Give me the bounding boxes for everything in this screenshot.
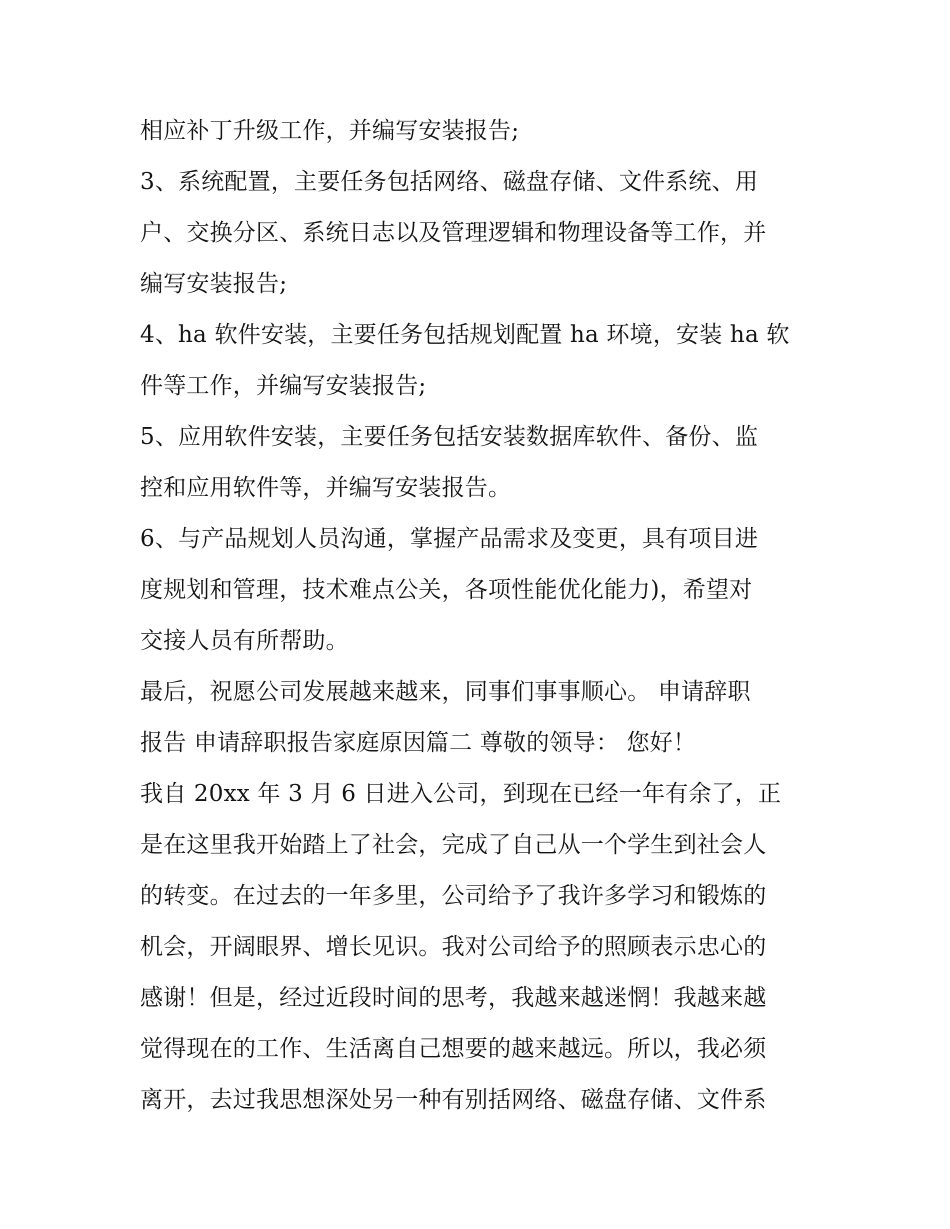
text-line: 编写安装报告; xyxy=(140,271,288,297)
document-body xyxy=(140,106,840,1126)
text-line: 件等工作，并编写安装报告; xyxy=(140,373,427,399)
text-line: 报告 申请辞职报告家庭原因篇二 尊敬的领导： 您好！ xyxy=(140,730,697,756)
text-line: 感谢！但是，经过近段时间的思考，我越来越迷惘！我越来越 xyxy=(140,985,767,1011)
text-line: 3、系统配置，主要任务包括网络、磁盘存储、文件系统、用 xyxy=(140,169,759,195)
text-line: 度规划和管理，技术难点公关，各项性能优化能力)，希望对 xyxy=(140,577,753,603)
text-line: 是在这里我开始踏上了社会，完成了自己从一个学生到社会人 xyxy=(140,832,767,858)
text-line: 6、与产品规划人员沟通，掌握产品需求及变更，具有项目进 xyxy=(140,526,759,552)
text-line: 户、交换分区、系统日志以及管理逻辑和物理设备等工作，并 xyxy=(140,220,767,246)
text-line: 觉得现在的工作、生活离自己想要的越来越远。所以，我必须 xyxy=(140,1036,767,1062)
text-line: 5、应用软件安装，主要任务包括安装数据库软件、备份、监 xyxy=(140,424,759,450)
text-line: 离开，去过我思想深处另一种有别括网络、磁盘存储、文件系 xyxy=(140,1087,767,1113)
text-line: 控和应用软件等，并编写安装报告。 xyxy=(140,475,512,501)
text-line: 相应补丁升级工作，并编写安装报告; xyxy=(140,118,520,144)
text-line: 的转变。在过去的一年多里，公司给予了我许多学习和锻炼的 xyxy=(140,883,767,909)
text-line: 交接人员有所帮助。 xyxy=(140,628,349,654)
text-line: 4、ha 软件安装，主要任务包括规划配置 ha 环境，安装 ha 软 xyxy=(140,322,790,348)
text-line: 机会，开阔眼界、增长见识。我对公司给予的照顾表示忠心的 xyxy=(140,934,767,960)
text-line: 我自 20xx 年 3 月 6 日进入公司，到现在已经一年有余了，正 xyxy=(140,781,782,807)
text-line: 最后，祝愿公司发展越来越来，同事们事事顺心。 申请辞职 xyxy=(140,679,751,705)
